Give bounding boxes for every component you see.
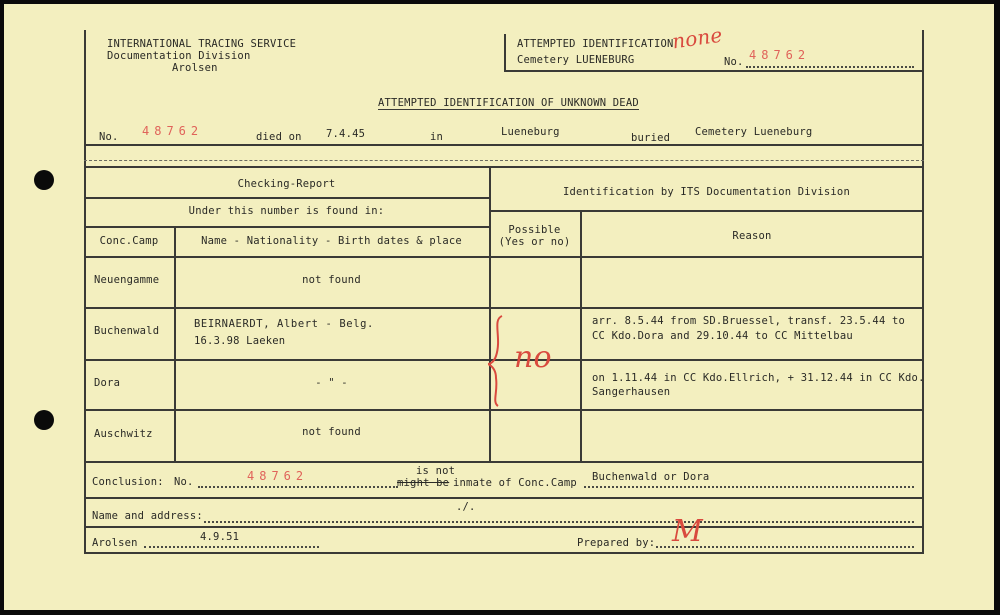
possible-answer: no [514,340,552,375]
buried-label: buried [631,132,671,144]
prepared-by-label: Prepared by: [577,537,656,549]
in-label: in [430,131,444,143]
punch-hole [34,410,54,430]
org-line3: Arolsen [172,62,218,74]
row-name: not found [302,274,361,286]
handwritten-note: none [670,22,724,54]
col-camp-header: Conc.Camp [99,235,159,247]
col-reason-header: Reason [732,230,772,242]
conclusion-no-label: No. [174,476,194,488]
row-name: not found [302,426,361,438]
name-address-value: ./. [456,501,476,513]
rule [84,197,489,199]
dotted-line [746,66,914,68]
row-name: BEIRNAERDT, Albert - Belg. [194,318,374,330]
died-on-label: died on [256,131,302,143]
cemetery-label: Cemetery LUENEBURG [517,54,635,66]
rule [84,526,924,528]
record-no-value: 48762 [142,124,204,138]
rule [84,409,924,411]
header-no-label: No. [724,56,744,68]
rule [84,144,924,146]
might-be-struck: might be [397,477,450,489]
in-value: Lueneburg [501,126,560,138]
dotted-line [198,486,398,488]
dotted-line [144,546,319,548]
identification-heading: Identification by ITS Documentation Division [563,186,850,198]
row-camp: Buchenwald [94,325,160,337]
rule [84,256,924,258]
frame-left [84,30,86,554]
rule [489,210,924,212]
row-name: - " - [315,377,348,389]
row-reason: on 1.11.44 in CC Kdo.Ellrich, + 31.12.44 in CC Kdo. [592,372,925,384]
record-no-label: No. [99,131,119,143]
row-reason: arr. 8.5.44 from SD.Bruessel, transf. 23.5.44 to [592,315,906,327]
checking-report-heading: Checking-Report [237,178,336,190]
dotted-line [656,546,914,548]
conclusion-camp: Buchenwald or Dora [592,471,710,483]
conclusion-no-value: 48762 [247,469,309,483]
inmate-of-text: inmate of Conc.Camp [453,477,577,489]
form-title: ATTEMPTED IDENTIFICATION [517,38,674,50]
page-title: ATTEMPTED IDENTIFICATION OF UNKNOWN DEAD [378,97,639,109]
checking-report-subheading: Under this number is found in: [188,205,385,217]
date-value: 4.9.51 [200,531,240,543]
row-camp: Dora [94,377,121,389]
row-reason: Sangerhausen [592,386,671,398]
col-possible-header-1: Possible [508,224,561,236]
index-card [4,4,994,610]
row-camp: Neuengamme [94,274,160,286]
buried-value: Cemetery Lueneburg [695,126,813,138]
row-reason: CC Kdo.Dora and 29.10.44 to CC Mittelbau [592,330,853,342]
row-birth: 16.3.98 Laeken [194,335,286,347]
header-box-left [504,34,506,70]
grid-divider [580,210,582,461]
rule [84,307,924,309]
frame-bottom [84,552,924,554]
rule [84,461,924,463]
row-camp: Auschwitz [94,428,153,440]
rule [84,160,924,161]
punch-hole [34,170,54,190]
conclusion-label: Conclusion: [92,476,164,488]
org-line1: INTERNATIONAL TRACING SERVICE [107,38,297,50]
rule [84,166,924,168]
died-on-value: 7.4.45 [326,128,366,140]
prepared-by-initials: M [672,514,703,549]
col-name-header: Name - Nationality - Birth dates & place [201,235,462,247]
dotted-line [204,521,914,523]
rule [84,497,924,499]
is-not-text: is not [416,465,456,477]
org-line2: Documentation Division [107,50,251,62]
header-box-bottom [504,70,924,72]
header-no-value: 48762 [749,48,811,62]
dotted-line [584,486,914,488]
arolsen-label: Arolsen [92,537,138,549]
rule [84,226,489,228]
col-possible-header-2: (Yes or no) [498,236,571,248]
name-address-label: Name and address: [92,510,203,522]
frame-right [922,30,924,554]
